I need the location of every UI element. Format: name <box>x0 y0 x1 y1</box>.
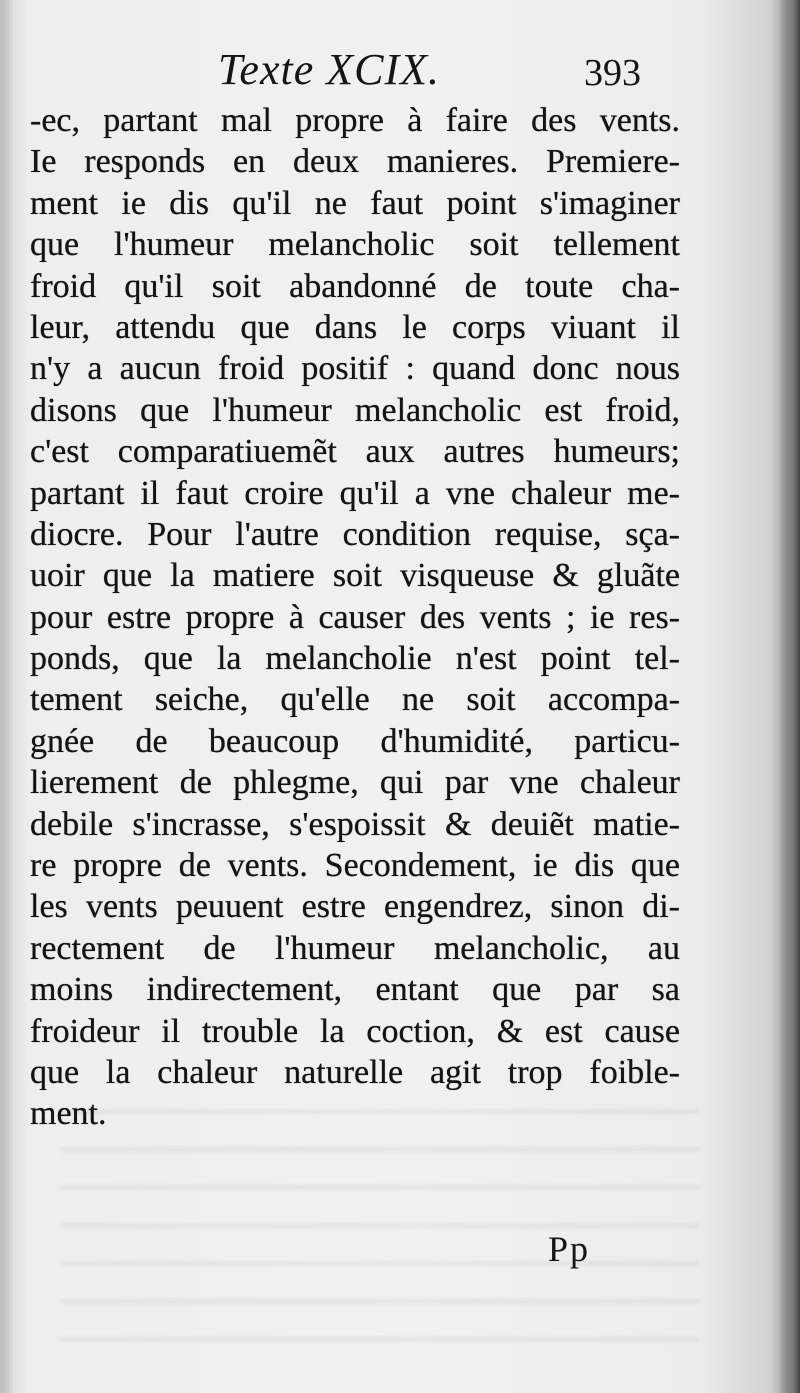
text-line: les vents peuuent estre engendrez, sinon di- <box>30 888 680 926</box>
text-line: Ie responds en deux manieres. Premiere- <box>30 143 680 181</box>
text-line: gnée de beaucoup d'humidité, particu- <box>30 722 680 760</box>
text-line: diocre. Pour l'autre condition requise, sça- <box>30 515 680 553</box>
text-line: uoir que la matiere soit visqueuse & gluãte <box>30 557 680 595</box>
running-head <box>0 42 800 102</box>
text-line: tement seiche, qu'elle ne soit accompa- <box>30 681 680 719</box>
text-line: disons que l'humeur melancholic est froid, <box>30 391 680 429</box>
text-line: c'est comparatiuemẽt aux autres humeurs; <box>30 433 680 471</box>
running-head-title: Texte XCIX. <box>218 45 440 94</box>
text-line: froideur il trouble la coction, & est cause <box>30 1012 680 1050</box>
signature-mark: Pp <box>548 1229 591 1269</box>
page-left-shadow <box>0 0 14 1393</box>
body-text <box>30 100 680 1135</box>
text-line: moins indirectement, entant que par sa <box>30 971 680 1009</box>
text-line: que la chaleur naturelle agit trop foible- <box>30 1053 680 1091</box>
text-line: pour estre propre à causer des vents ; ie res- <box>30 598 680 636</box>
show-through-bleed <box>60 1110 700 1350</box>
text-line: debile s'incrasse, s'espoissit & deuiẽt matie- <box>30 805 680 843</box>
text-line: que l'humeur melancholic soit tellement <box>30 226 680 264</box>
text-line: leur, attendu que dans le corps viuant il <box>30 308 680 346</box>
text-line: n'y a aucun froid positif : quand donc nous <box>30 350 680 388</box>
text-line: rectement de l'humeur melancholic, au <box>30 929 680 967</box>
text-line-final: ment. <box>30 1095 107 1133</box>
text-line: lierement de phlegme, qui par vne chaleur <box>30 764 680 802</box>
text-line: ment ie dis qu'il ne faut point s'imaginer <box>30 184 680 222</box>
text-line: partant il faut croire qu'il a vne chaleur me- <box>30 474 680 512</box>
text-line: re propre de vents. Secondement, ie dis que <box>30 847 680 885</box>
page-right-shadow <box>778 0 800 1393</box>
page-number: 393 <box>584 52 641 94</box>
text-line: ponds, que la melancholie n'est point tel- <box>30 640 680 678</box>
text-line: -ec, partant mal propre à faire des vents. <box>30 102 680 139</box>
text-line: froid qu'il soit abandonné de toute cha- <box>30 267 680 305</box>
